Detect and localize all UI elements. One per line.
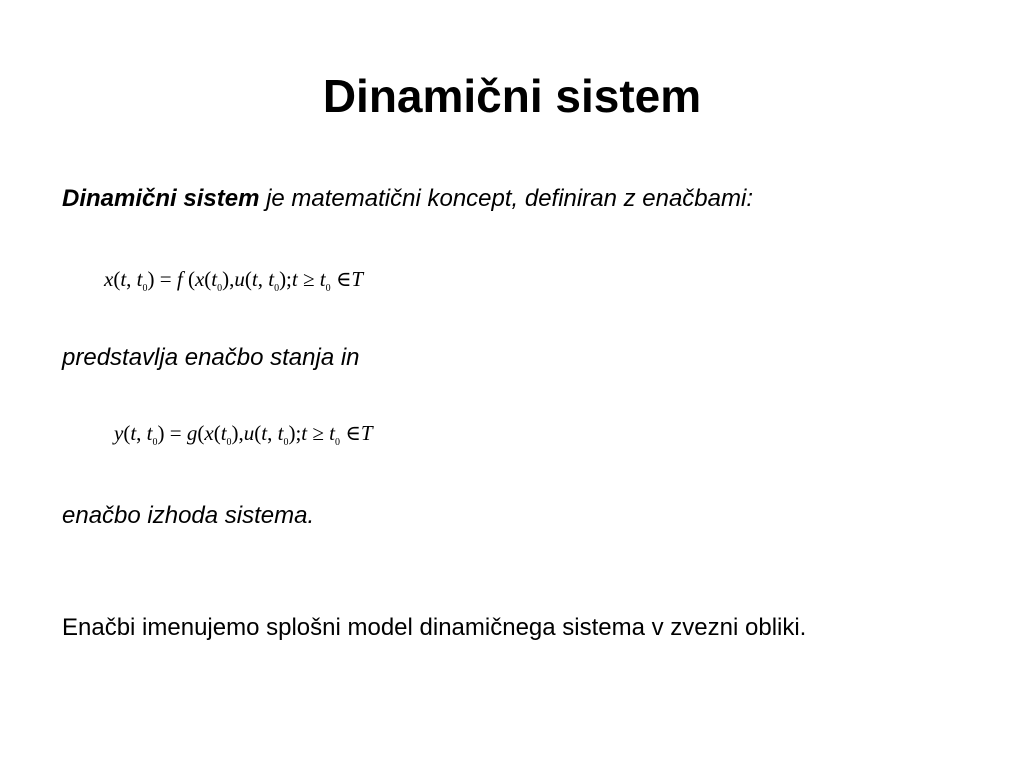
output-equation-set: T bbox=[360, 421, 373, 445]
summary-paragraph: Enačbi imenujemo splošni model dinamičnega sistema v zvezni obliki. bbox=[62, 614, 807, 641]
intro-paragraph bbox=[62, 184, 753, 214]
state-equation-lhs-var: x bbox=[104, 267, 114, 291]
state-equation-caption: predstavlja enačbo stanja in bbox=[62, 344, 360, 371]
state-equation: x(t, $t_0) = f$ ($x(t_0),u(t$, $t_0);t \ge t_0$ ∈T bbox=[104, 267, 364, 294]
slide-title: Dinamični sistem bbox=[322, 70, 702, 122]
state-equation-func: f bbox=[176, 267, 183, 291]
intro-term: Dinamični sistem bbox=[62, 185, 260, 212]
intro-rest: je matematični koncept, definiran z enačbami: bbox=[259, 185, 753, 212]
output-equation-lhs-var: y bbox=[114, 421, 124, 445]
output-equation: y(t, $t_0) = g(x(t_0),u(t$, $t_0);t \ge t_0$ ∈T bbox=[114, 421, 373, 448]
state-equation-set: T bbox=[351, 267, 364, 291]
output-equation-func: g bbox=[186, 421, 198, 445]
output-equation-caption: enačbo izhoda sistema. bbox=[62, 502, 315, 529]
